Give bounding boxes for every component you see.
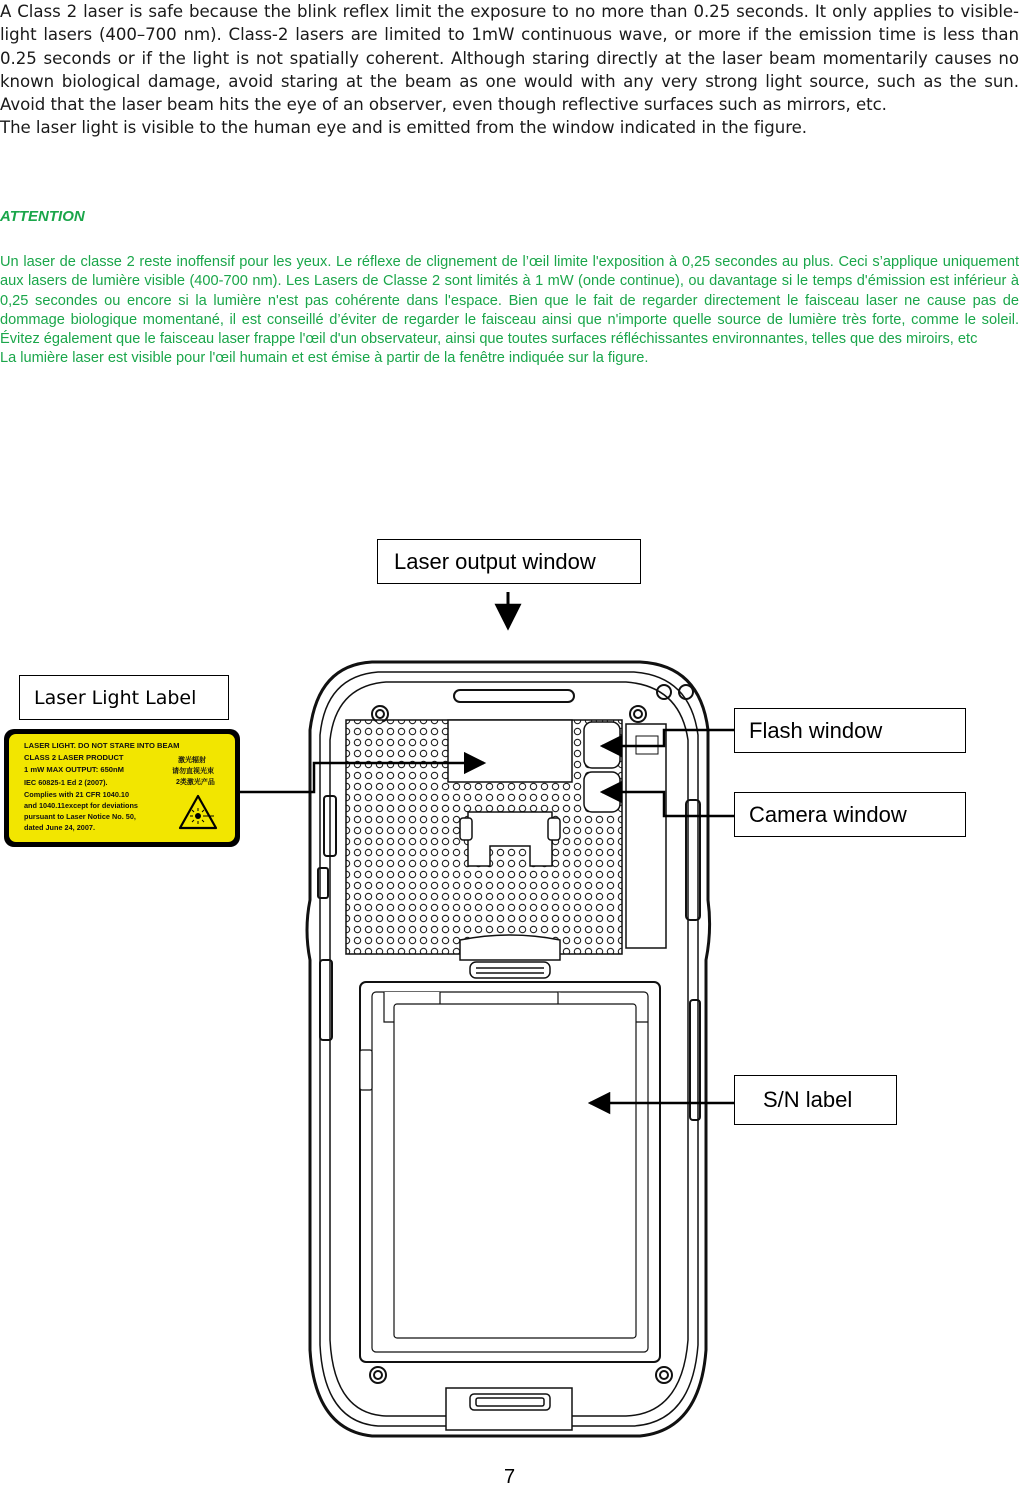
laser-label-line: CLASS 2 LASER PRODUCT [24,753,124,762]
laser-label-line: 1 mW MAX OUTPUT: 650nM [24,765,124,774]
attention-heading: ATTENTION [0,208,85,225]
english-paragraph: A Class 2 laser is safe because the blink reflex limit the exposure to no more than 0.25 seconds. It only applies to visible-light lasers (400–700 nm). Class-2 lasers are limited to 1mW continuous wave, or more if the emission time is less than 0.25 seconds or if the light is not spatially coherent. Although staring directly at the laser beam momentarily causes no known biological damage, avoid staring at the beam as one would with any very strong light source, such as the sun. Avoid that the laser beam hits the eye of an observer, even though reflective surfaces such as mirrors, etc. [0,2,1019,115]
french-visibility-line: La lumière laser est visible pour l'œil humain et est émise à partir de la fenêtre indiquée sur la figure. [0,350,649,367]
laser-label-chinese-line: 2类激光产品 [176,779,215,786]
bottom-connector [446,1388,572,1430]
page-number: 7 [503,1466,516,1488]
french-paragraph: Un laser de classe 2 reste inoffensif pour les yeux. Le réflexe de clignement de l’œil limite l'exposition à 0,25 secondes au plus. Ceci s’applique uniquement aux lasers de lumière visible (400-700 nm). Les Lasers de Classe 2 sont limités à 1 mW (onde continue), ou davantage si le temps d'émission est inférieur à 0,25 secondes ou encore si la lumière n'est pas cohérente dans l'espace. Bien que le fait de regarder directement le faisceau laser ne cause pas de dommage biologique momentané, il est conseillé d’éviter de regarder le faisceau ainsi que n'importe quelle source de lumière très forte, comme le soleil. Évitez également que le faisceau laser frappe l'œil d'un observateur, ainsi que toutes surfaces réfléchissantes environnantes, telles que des miroirs, etc [0,254,1019,348]
english-visibility-line: The laser light is visible to the human eye and is emitted from the window indicated in the figure. [0,118,808,138]
flash-window-callout: Flash window [734,708,966,753]
laser-label-line: dated June 24, 2007. [24,823,95,832]
laser-label-line: Complies with 21 CFR 1040.10 [24,790,130,799]
laser-label-line: IEC 60825-1 Ed 2 (2007). [24,778,108,787]
battery-latch [460,935,560,978]
laser-label-line: LASER LIGHT. DO NOT STARE INTO BEAM [24,741,180,750]
laser-light-label-callout: Laser Light Label [19,675,229,720]
laser-label-line: pursuant to Laser Notice No. 50, [24,812,136,821]
laser-label-chinese-line: 请勿直视光束 [172,768,214,775]
laser-label-line: and 1040.11except for deviations [24,801,138,810]
sn-label-callout: S/N label [734,1075,897,1125]
laser-warning-label [4,729,240,847]
back-grille [346,720,666,954]
camera-window-callout: Camera window [734,792,966,837]
battery-cover [360,982,660,1362]
laser-output-window-callout: Laser output window [377,539,641,584]
laser-label-chinese-line: 激光辐射 [178,757,206,764]
laser-output-window-shape [448,720,572,782]
